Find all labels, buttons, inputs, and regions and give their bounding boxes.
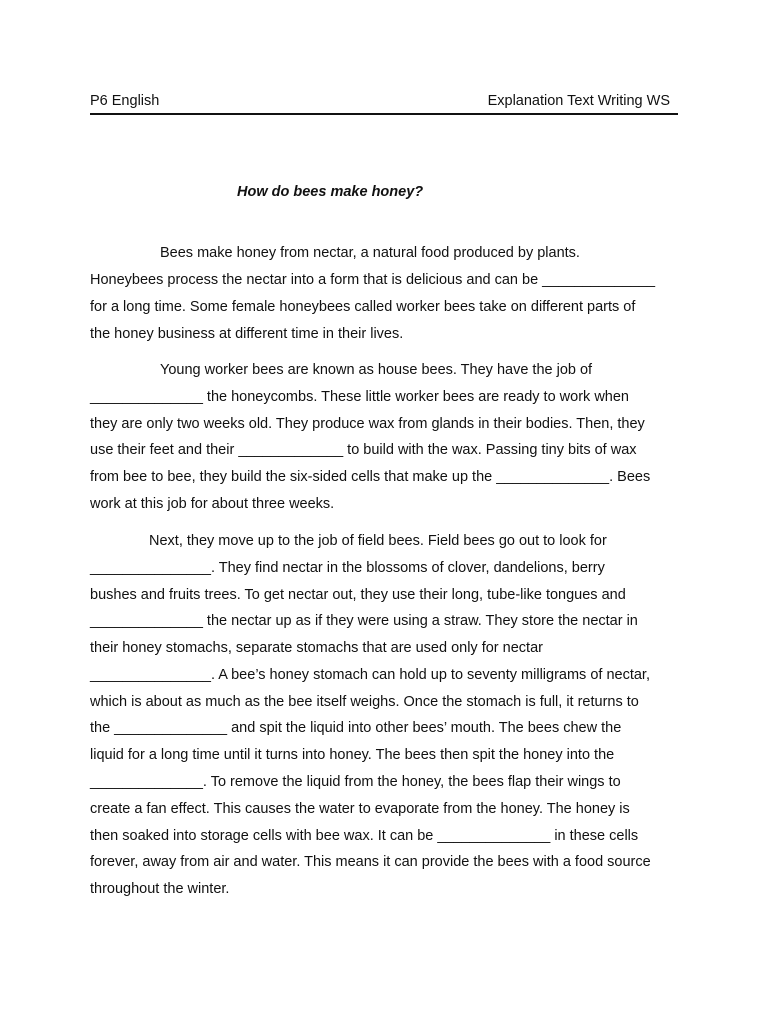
text-line: which is about as much as the bee itself weighs. Once the stomach is full, it returns to [90,694,639,710]
page-header [90,93,678,115]
text-line: then soaked into storage cells with bee wax. It can be ______________ in these cells [90,828,639,844]
text-line: their honey stomachs, separate stomachs that are used only for nectar [90,640,543,656]
text-line: ______________ the honeycombs. These little worker bees are ready to work when [90,389,629,405]
text-line: use their feet and their _____________ to build with the wax. Passing tiny bits of wax [90,442,637,458]
text-line: Young worker bees are known as house bees. They have the job of [160,362,593,378]
text-line: create a fan effect. This causes the water to evaporate from the honey. The honey is [90,801,630,817]
text-line: Next, they move up to the job of field bees. Field bees go out to look for [149,533,607,549]
text-line: _______________. They find nectar in the blossoms of clover, dandelions, berry [90,560,605,576]
text-line: Honeybees process the nectar into a form that is delicious and can be ______________ [90,272,656,288]
text-line: Bees make honey from nectar, a natural food produced by plants. [160,245,580,261]
text-line: ______________. To remove the liquid from the honey, the bees flap their wings to [90,774,621,790]
text-line: from bee to bee, they build the six-sided cells that make up the ______________. Bees [90,469,651,485]
text-line: throughout the winter. [90,881,230,897]
text-line: bushes and fruits trees. To get nectar out, they use their long, tube-like tongues and [90,587,626,603]
document-title: How do bees make honey? [237,184,424,200]
text-line: liquid for a long time until it turns into honey. The bees then spit the honey into the [90,747,615,763]
header-subject: P6 English [90,93,160,109]
text-line: _______________. A bee’s honey stomach can hold up to seventy milligrams of nectar, [90,667,650,683]
text-line: ______________ the nectar up as if they were using a straw. They store the nectar in [90,613,638,629]
text-line: the ______________ and spit the liquid into other bees’ mouth. The bees chew the [90,720,622,736]
text-line: work at this job for about three weeks. [90,496,335,512]
text-line: the honey business at different time in their lives. [90,326,404,342]
text-line: they are only two weeks old. They produce wax from glands in their bodies. Then, they [90,416,645,432]
header-worksheet-title: Explanation Text Writing WS [487,93,670,109]
text-line: for a long time. Some female honeybees called worker bees take on different parts of [90,299,636,315]
text-line: forever, away from air and water. This means it can provide the bees with a food source [90,854,651,870]
